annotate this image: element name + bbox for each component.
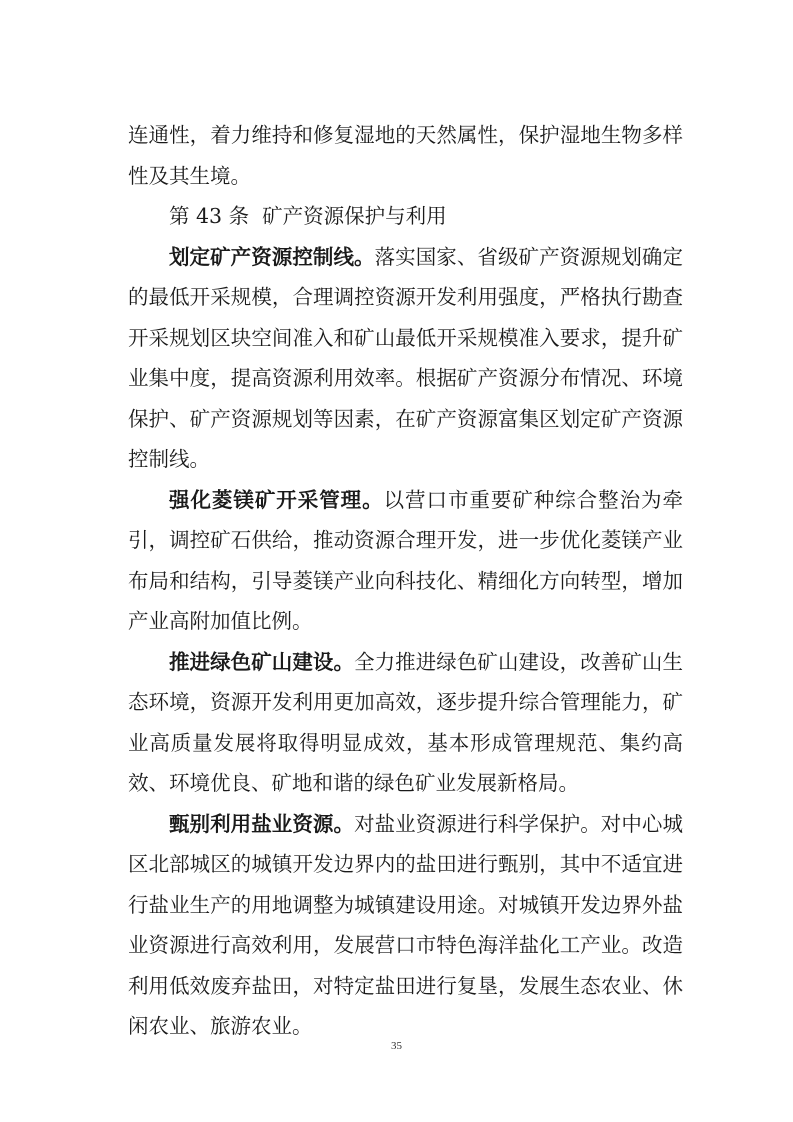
paragraph-green-mines <box>128 642 683 804</box>
paragraph-magnesite-mining <box>128 480 683 642</box>
article-title: 矿产资源保护与利用 <box>262 204 447 228</box>
paragraph-body: 对盐业资源进行科学保护。对中心城区北部城区的城镇开发边界内的盐田进行甄别，其中不适宜进行盐业生产的用地调整为城镇建设用途。对城镇开发边界外盐业资源进行高效利用，发展营口市特色海洋盐化工产业。改造利用低效废弃盐田，对特定盐田进行复垦，发展生态农业、休闲农业、旅游农业。 <box>128 811 683 1038</box>
article-number: 第 43 条 <box>169 204 250 228</box>
paragraph-lead: 推进绿色矿山建设。 <box>169 649 355 674</box>
paragraph-body: 以营口市重要矿种综合整治为牵引，调控矿石供给，推动资源合理开发，进一步优化菱镁产业布局和结构，引导菱镁产业向科技化、精细化方向转型，增加产业高附加值比例。 <box>128 487 684 633</box>
paragraph-body: 落实国家、省级矿产资源规划确定的最低开采规模，合理调控资源开发利用强度，严格执行勘查开采规划区块空间准入和矿山最低开采规模准入要求，提升矿业集中度，提高资源利用效率。根据矿产资源分布情况、环境保护、矿产资源规划等因素，在矿产资源富集区划定矿产资源控制线。 <box>128 244 683 471</box>
paragraph-mineral-control-line <box>128 237 683 480</box>
body-text <box>128 115 683 1047</box>
paragraph-lead: 强化菱镁矿开采管理。 <box>169 487 384 512</box>
paragraph-lead: 划定矿产资源控制线。 <box>169 244 375 269</box>
continuation-paragraph: 连通性，着力维持和修复湿地的天然属性，保护湿地生物多样性及其生境。 <box>128 123 683 188</box>
paragraph-salt-resources <box>128 804 683 1047</box>
page-number: 35 <box>391 1040 402 1052</box>
paragraph-body: 全力推进绿色矿山建设，改善矿山生态环境，资源开发利用更加高效，逐步提升综合管理能力，矿业高质量发展将取得明显成效，基本形成管理规范、集约高效、环境优良、矿地和谐的绿色矿业发展新格局。 <box>128 649 683 795</box>
paragraph-lead: 甄别利用盐业资源。 <box>169 811 355 836</box>
article-heading <box>128 196 683 237</box>
